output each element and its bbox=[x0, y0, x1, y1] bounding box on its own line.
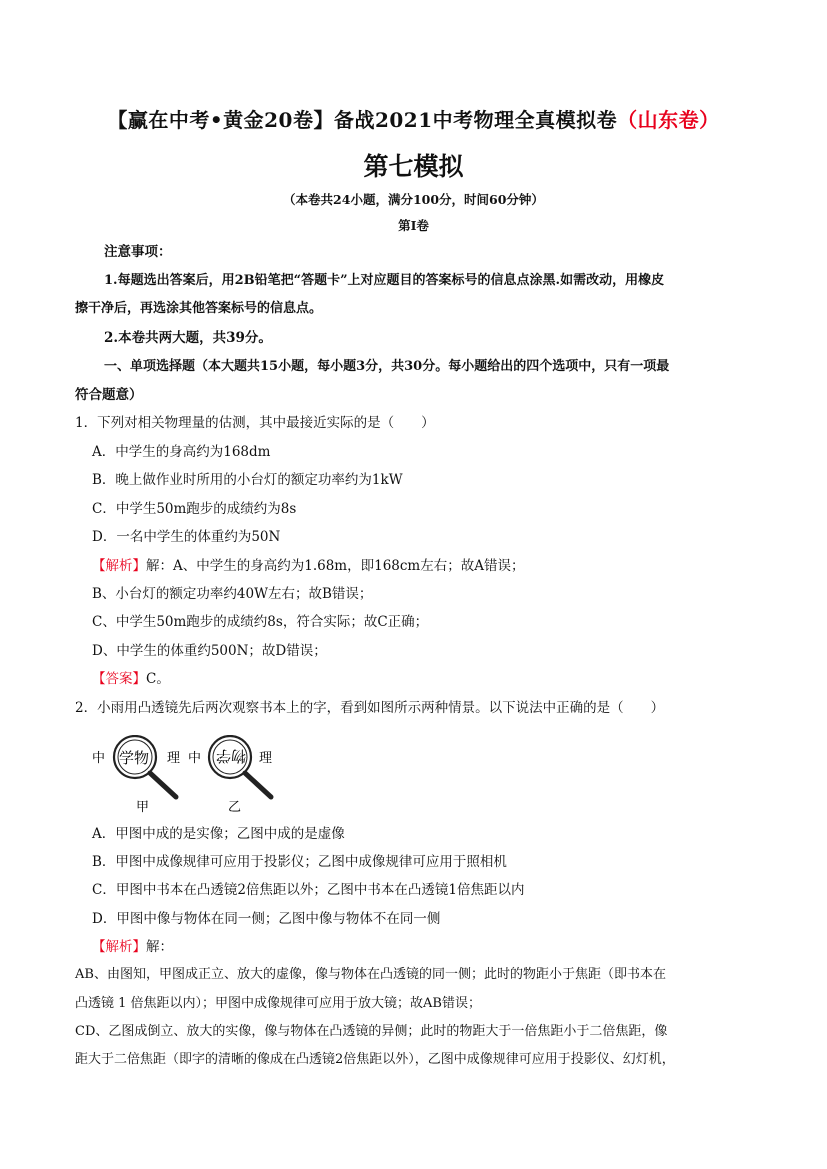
q1-answer-tag: 【答案】 bbox=[92, 671, 146, 687]
q2-analysis-line2: 凸透镜 1 倍焦距以内）；甲图中成像规律可应用于放大镜；故AB错误； bbox=[75, 996, 481, 1011]
fig2-label: 乙 bbox=[228, 800, 242, 815]
q2-analysis-tag: 【解析】 bbox=[92, 939, 146, 955]
fig1-label: 甲 bbox=[136, 800, 150, 815]
notes-heading: 注意事项： bbox=[104, 244, 172, 260]
document-subtitle: 第七模拟 bbox=[363, 152, 464, 181]
q1-option-b: B．晚上做作业时所用的小台灯的额定功率约为1kW bbox=[92, 472, 403, 488]
title-main: 【赢在中考•黄金20卷】备战2021中考物理全真模拟卷 bbox=[107, 108, 618, 132]
volume-label: 第Ⅰ卷 bbox=[398, 218, 429, 233]
q2-option-d: D．甲图中像与物体在同一侧；乙图中像与物体不在同一侧 bbox=[92, 911, 441, 927]
q1-option-d: D．一名中学生的体重约为50N bbox=[92, 529, 281, 545]
q2-analysis-intro: 解： bbox=[146, 939, 173, 955]
notes-item2: 2.本卷共两大题，共39分。 bbox=[104, 330, 272, 346]
q1-answer bbox=[92, 670, 170, 688]
notes-item1-line2: 擦干净后，再选涂其他答案标号的信息点。 bbox=[75, 301, 323, 316]
q2-analysis-line1: AB、由图知，甲图成正立、放大的虚像，像与物体在凸透镜的同一侧；此时的物距小于焦距（即书本在 bbox=[75, 967, 666, 982]
q1-analysis-text1: 解：A、中学生的身高约为1.68m，即168cm左右；故A错误； bbox=[146, 558, 525, 574]
fig1-left-char: 中 bbox=[92, 751, 106, 766]
q2-option-c: C．甲图中书本在凸透镜2倍焦距以外；乙图中书本在凸透镜1倍焦距以内 bbox=[92, 882, 525, 898]
q2-option-b: B．甲图中成像规律可应用于投影仪；乙图中成像规律可应用于照相机 bbox=[92, 854, 507, 870]
q2-option-a: A．甲图中成的是实像；乙图中成的是虚像 bbox=[92, 826, 345, 842]
fig2-right-char: 理 bbox=[259, 751, 273, 766]
fig2-lens-text-inverted: 物学 bbox=[215, 747, 246, 765]
q1-analysis-line2: B、小台灯的额定功率约40W左右；故B错误； bbox=[92, 586, 373, 602]
q2-magnifier-figure bbox=[92, 735, 282, 815]
q1-option-a: A．中学生的身高约为168dm bbox=[92, 444, 271, 460]
q1-analysis-line3: C、中学生50m跑步的成绩约8s，符合实际；故C正确； bbox=[92, 614, 429, 630]
fig1-right-char: 理 bbox=[167, 751, 181, 766]
q1-analysis-line1 bbox=[92, 557, 525, 575]
title-region: （山东卷） bbox=[617, 108, 720, 132]
notes-item1-line1: 1.每题选出答案后，用2B铅笔把“答题卡”上对应题目的答案标号的信息点涂黑.如需改动，用橡皮 bbox=[104, 273, 665, 288]
fig1-lens-text: 学物 bbox=[119, 749, 150, 767]
q1-analysis-line4: D、中学生的体重约500N；故D错误； bbox=[92, 643, 327, 659]
q1-analysis-tag: 【解析】 bbox=[92, 558, 146, 574]
q2-analysis-line4: 距大于二倍焦距（即字的清晰的像成在凸透镜2倍焦距以外），乙图中成像规律可应用于投影仪、幻灯机， bbox=[75, 1052, 675, 1067]
section1-line2: 符合题意） bbox=[75, 387, 143, 403]
q1-answer-text: C。 bbox=[146, 671, 170, 687]
q1-option-c: C．中学生50m跑步的成绩约为8s bbox=[92, 501, 297, 517]
fig1-handle bbox=[150, 773, 176, 797]
fig2-handle bbox=[245, 773, 271, 797]
section1-line1: 一、单项选择题（本大题共15小题，每小题3分，共30分。每小题给出的四个选项中，只有一项最 bbox=[104, 359, 670, 374]
q2-stem: 2．小雨用凸透镜先后两次观察书本上的字，看到如图所示两种情景。以下说法中正确的是（ ） bbox=[75, 700, 665, 716]
fig2-left-char: 中 bbox=[188, 751, 202, 766]
exam-info: （本卷共24小题，满分100分，时间60分钟） bbox=[283, 192, 544, 207]
document-title bbox=[0, 104, 827, 133]
q1-stem: 1．下列对相关物理量的估测，其中最接近实际的是（ ） bbox=[75, 415, 435, 431]
q2-analysis-heading bbox=[92, 938, 173, 956]
q2-analysis-line3: CD、乙图成倒立、放大的实像，像与物体在凸透镜的异侧；此时的物距大于一倍焦距小于二倍焦距，像 bbox=[75, 1024, 668, 1039]
